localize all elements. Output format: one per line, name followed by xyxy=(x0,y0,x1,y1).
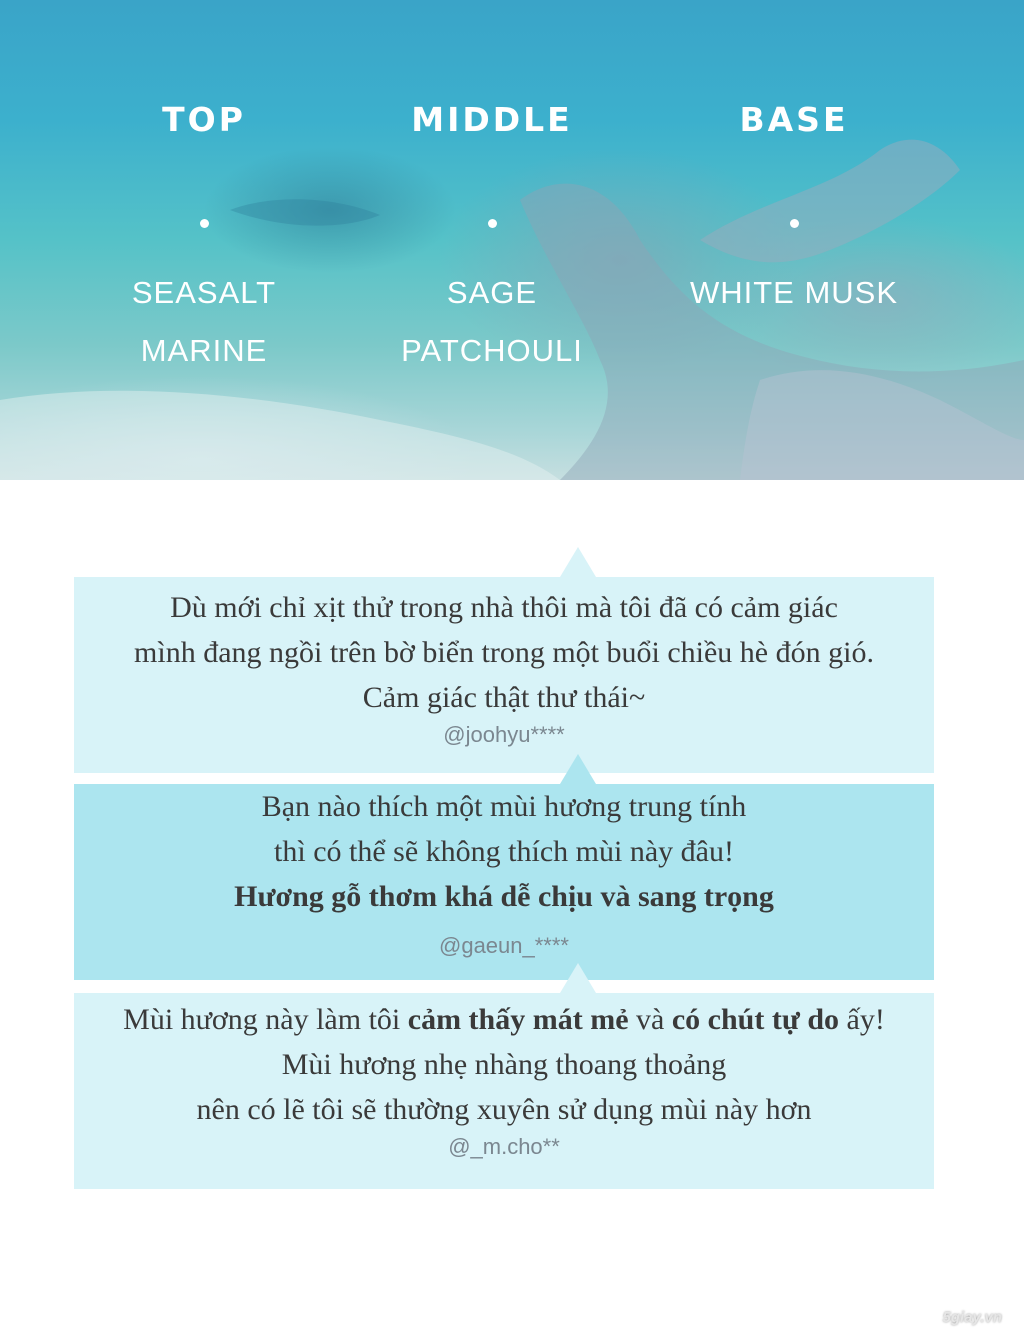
note-sage: SAGE xyxy=(446,275,538,310)
review-text-line xyxy=(74,997,934,1042)
review-text-span: ấy! xyxy=(839,1003,885,1036)
note-seasalt: SEASALT xyxy=(131,275,277,310)
review-text-line: Bạn nào thích một mùi hương trung tính xyxy=(261,790,747,823)
review-card xyxy=(74,784,934,980)
reviewer-handle: @joohyu**** xyxy=(443,722,565,747)
bullet-dot xyxy=(200,219,209,228)
review-highlight-span: có chút tự do xyxy=(671,1003,840,1036)
review-text-line: Dù mới chỉ xịt thử trong nhà thôi mà tôi đã có cảm giác xyxy=(170,591,838,624)
reviewer-handle: @_m.cho** xyxy=(448,1134,560,1159)
speech-pointer xyxy=(560,963,596,993)
note-patchouli: PATCHOULI xyxy=(401,333,583,368)
review-text-line: thì có thể sẽ không thích mùi này đâu! xyxy=(274,835,734,868)
watermark: 5giay.vn xyxy=(942,1309,1002,1326)
review-text-span: Mùi hương này làm tôi xyxy=(123,1003,408,1036)
note-white-musk: WHITE MUSK xyxy=(689,275,899,310)
reviewer-handle: @gaeun_**** xyxy=(439,933,569,958)
hero-banner xyxy=(0,0,1024,480)
review-text-line: Mùi hương nhẹ nhàng thoang thoảng xyxy=(281,1048,727,1081)
note-marine: MARINE xyxy=(140,333,268,368)
review-highlight-line: Hương gỗ thơm khá dễ chịu và sang trọng xyxy=(234,880,774,913)
review-text-line: nên có lẽ tôi sẽ thường xuyên sử dụng mùi này hơn xyxy=(196,1093,812,1126)
middle-notes-heading: MIDDLE xyxy=(411,100,573,139)
driftwood-illustration xyxy=(0,0,1024,480)
bullet-dot xyxy=(488,219,497,228)
review-card xyxy=(74,577,934,773)
review-text-line: Cảm giác thật thư thái~ xyxy=(362,681,646,714)
review-text-span: và xyxy=(628,1003,672,1036)
top-notes-heading: TOP xyxy=(162,100,246,139)
speech-pointer xyxy=(560,547,596,577)
review-text-line: mình đang ngồi trên bờ biển trong một buổi chiều hè đón gió. xyxy=(134,636,874,669)
bullet-dot xyxy=(790,219,799,228)
speech-pointer xyxy=(560,754,596,784)
review-highlight-span: cảm thấy mát mẻ xyxy=(407,1003,629,1036)
base-notes-heading: BASE xyxy=(739,100,849,139)
review-card xyxy=(74,993,934,1189)
